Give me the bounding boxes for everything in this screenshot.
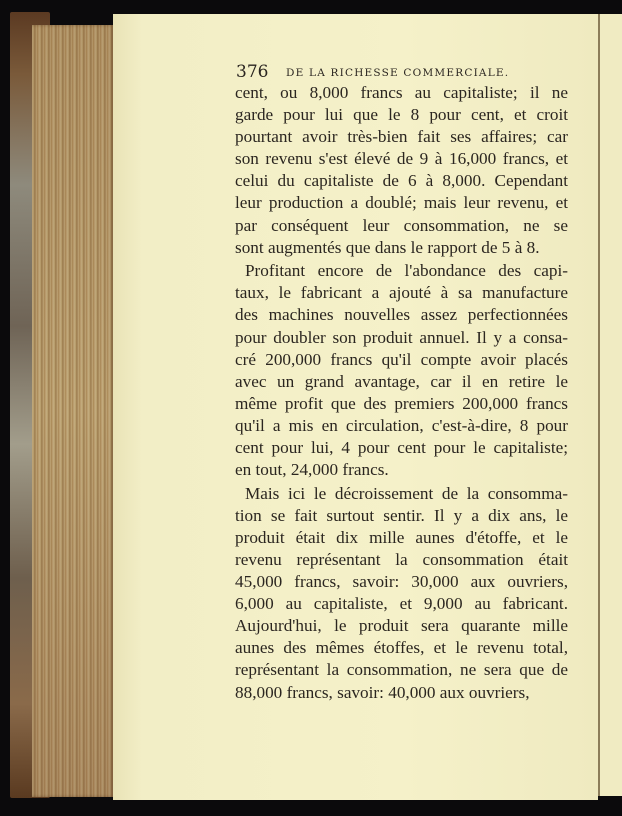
text-line: qu'il a mis en circulation, c'est-à-dire, 8 pour [235, 415, 568, 435]
text-line: représentant la consommation, ne sera que de [235, 660, 568, 680]
text-line: garde pour lui que le 8 pour cent, et croit [235, 105, 568, 125]
text-line: son revenu s'est élevé de 9 à 16,000 francs, et [235, 149, 568, 169]
text-line: cré 200,000 francs qu'il compte avoir placés [235, 349, 568, 369]
page-number: 376 [236, 62, 269, 82]
paragraph [235, 260, 568, 481]
text-line: aunes des mêmes étoffes, et le revenu total, [235, 638, 568, 658]
text-line: sont augmentés que dans le rapport de 5 à 8. [235, 237, 540, 257]
text-line: Aujourd'hui, le produit sera quarante mille [235, 616, 568, 636]
paragraph [235, 483, 568, 704]
text-line: revenu représentant la consommation était [235, 549, 568, 569]
running-head [236, 62, 576, 84]
text-line: avec un grand avantage, car il en retire le [235, 371, 568, 391]
text-line: même profit que des premiers 200,000 francs [235, 393, 568, 413]
paragraph [235, 82, 568, 259]
text-line: par conséquent leur consommation, ne se [235, 215, 568, 235]
text-line: cent, ou 8,000 francs au capitaliste; il ne [235, 83, 568, 102]
body-text [235, 82, 568, 704]
text-line: Profitant encore de l'abondance des capi- [245, 261, 568, 281]
text-line: Mais ici le décroissement de la consomma- [245, 483, 568, 503]
text-line: 6,000 au capitaliste, et 9,000 au fabricant. [235, 594, 568, 614]
text-line: taux, le fabricant a ajouté à sa manufacture [235, 283, 568, 303]
text-line: 88,000 francs, savoir: 40,000 aux ouvriers, [235, 682, 530, 702]
text-line: des machines nouvelles assez perfectionnées [235, 305, 568, 325]
running-title: DE LA RICHESSE COMMERCIALE. [286, 67, 510, 79]
page-edges [32, 25, 114, 797]
text-line: pourtant avoir très-bien fait ses affaires; car [235, 127, 568, 147]
text-line: 45,000 francs, savoir: 30,000 aux ouvriers, [235, 572, 568, 592]
text-line: leur production a doublé; mais leur revenu, et [235, 193, 568, 213]
facing-page-edge [598, 14, 622, 796]
text-line: produit était dix mille aunes d'étoffe, et le [235, 527, 568, 547]
text-line: cent pour lui, 4 pour cent pour le capitaliste; [235, 438, 568, 457]
text-line: tion se fait surtout sentir. Il y a dix ans, le [235, 505, 568, 525]
text-line: celui du capitaliste de 6 à 8,000. Cependant [235, 171, 568, 191]
text-line: en tout, 24,000 francs. [235, 460, 389, 480]
text-line: pour doubler son produit annuel. Il y a consa- [235, 327, 568, 347]
